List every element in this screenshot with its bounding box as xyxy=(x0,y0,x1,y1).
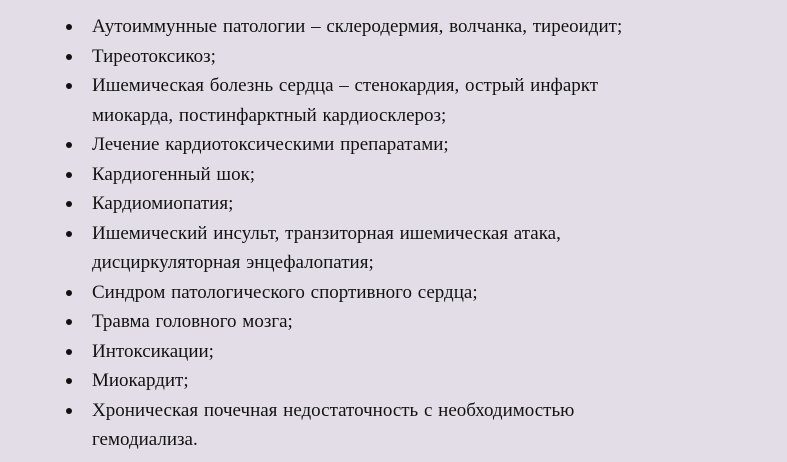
list-item-text: Тиреотоксикоз; xyxy=(92,45,216,67)
bullet-list xyxy=(0,12,787,455)
bullet-icon xyxy=(66,54,72,60)
list-item-text: Лечение кардиотоксическими препаратами; xyxy=(92,134,449,155)
list-item xyxy=(0,160,787,190)
list-item-text: Интоксикации; xyxy=(92,340,214,362)
list-item-text: Хроническая почечная недостаточность с необходимостью гемодиализа. xyxy=(92,399,575,450)
bullet-icon xyxy=(66,378,72,384)
list-item xyxy=(0,71,787,130)
bullet-icon xyxy=(66,349,72,355)
list-item-text: Ишемический инсульт, транзиторная ишемическая атака, дисциркуляторная энцефалопатия; xyxy=(92,222,561,273)
list-item xyxy=(0,366,787,396)
list-item xyxy=(0,12,787,42)
bullet-icon xyxy=(66,290,72,296)
bullet-icon xyxy=(66,319,72,325)
bullet-icon xyxy=(66,408,72,414)
list-item-text: Травма головного мозга; xyxy=(92,311,293,332)
list-item-text: Ишемическая болезнь сердца – стенокардия, острый инфаркт миокарда, постинфарктный кардиосклероз; xyxy=(92,75,599,126)
bullet-icon xyxy=(66,24,72,30)
list-item-text: Синдром патологического спортивного сердца; xyxy=(92,281,478,303)
bullet-icon xyxy=(66,142,72,148)
list-item-text: Аутоиммунные патологии – склеродермия, волчанка, тиреоидит; xyxy=(92,16,623,37)
list-item-text: Кардиомиопатия; xyxy=(92,193,234,214)
bullet-icon xyxy=(66,231,72,237)
bullet-icon xyxy=(66,172,72,178)
list-item xyxy=(0,396,787,455)
bullet-icon xyxy=(66,83,72,89)
list-item xyxy=(0,307,787,337)
list-item xyxy=(0,189,787,219)
list-item xyxy=(0,278,787,308)
list-item-text: Миокардит; xyxy=(92,370,189,391)
list-item-text: Кардиогенный шок; xyxy=(92,163,256,185)
list-item xyxy=(0,219,787,278)
list-item xyxy=(0,337,787,367)
bullet-icon xyxy=(66,201,72,207)
list-item xyxy=(0,42,787,72)
list-item xyxy=(0,130,787,160)
